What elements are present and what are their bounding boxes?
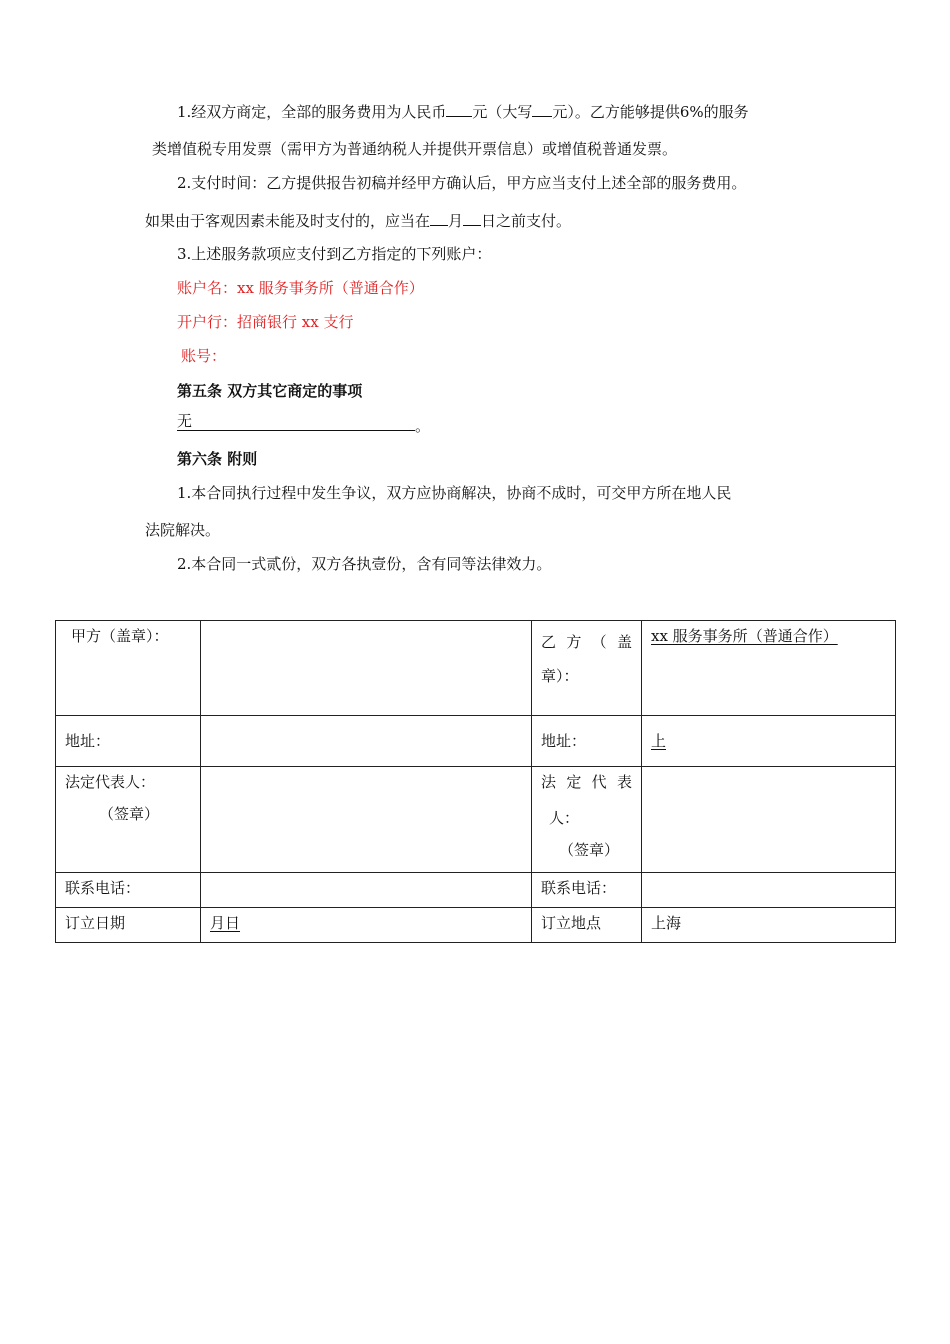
place-value: 上海 — [642, 908, 896, 943]
clause-fee-line2: 类增值税专用发票（需甲方为普通纳税人并提供开票信息）或增值税普通发票。 — [152, 140, 678, 158]
table-row — [56, 873, 896, 908]
phone-a-label: 联系电话： — [56, 873, 201, 908]
address-a-label: 地址： — [56, 716, 201, 767]
legal-rep-b-value — [642, 767, 896, 873]
article6-p2: 2.本合同一式贰份，双方各执壹份，含有同等法律效力。 — [177, 555, 552, 573]
party-b-label-cell: 乙 方 （ 盖 章）： — [532, 621, 642, 716]
article5-blank: 无 — [177, 414, 415, 431]
day-blank — [463, 209, 481, 226]
article6-title: 第六条 附则 — [177, 450, 258, 468]
date-value-cell: 月日 — [201, 908, 532, 943]
legal-rep-a-label-cell: 法定代表人： （签章） — [56, 767, 201, 873]
article5-title: 第五条 双方其它商定的事项 — [177, 382, 363, 400]
clause-fee-line1: 1.经双方商定，全部的服务费用为人民币 元（大写 元）。乙方能够提供6%的服务 — [177, 100, 749, 123]
clause-payment-line2: 如果由于客观因素未能及时支付的，应当在 月 日之前支付。 — [145, 209, 571, 232]
legal-rep-b-label-cell: 法 定 代 表 人： （签章） — [532, 767, 642, 873]
party-a-label-cell: 甲方（盖章）： — [56, 621, 201, 716]
table-row — [56, 767, 896, 873]
phone-b-label: 联系电话： — [532, 873, 642, 908]
address-a-value — [201, 716, 532, 767]
table-row — [56, 621, 896, 716]
legal-rep-a-value — [201, 767, 532, 873]
clause-payment-line1: 2.支付时间：乙方提供报告初稿并经甲方确认后，甲方应当支付上述全部的服务费用。 — [177, 174, 747, 192]
account-name: 账户名：xx 服务事务所（普通合作） — [177, 279, 424, 297]
amount-words-blank — [532, 100, 552, 117]
bank-name: 开户行：招商银行 xx 支行 — [177, 313, 354, 331]
clause-account-intro: 3.上述服务款项应支付到乙方指定的下列账户： — [177, 245, 492, 263]
place-label: 订立地点 — [532, 908, 642, 943]
article6-p1-line1: 1.本合同执行过程中发生争议，双方应协商解决，协商不成时，可交甲方所在地人民 — [177, 484, 732, 502]
party-b-name-cell: xx 服务事务所（普通合作） — [642, 621, 896, 716]
address-b-value-cell: 上 — [642, 716, 896, 767]
party-b-label-line1: 乙 方 （ 盖 — [541, 633, 632, 651]
phone-a-value — [201, 873, 532, 908]
month-blank — [430, 209, 448, 226]
article5-content: 无 。 — [177, 412, 431, 435]
article6-p1-line2: 法院解决。 — [145, 521, 221, 539]
phone-b-value — [642, 873, 896, 908]
account-number: 账号： — [181, 347, 227, 365]
date-label: 订立日期 — [56, 908, 201, 943]
party-a-seal-cell — [201, 621, 532, 716]
legal-rep-b-label-line1: 法 定 代 表 — [541, 773, 632, 791]
signature-table — [55, 620, 896, 943]
amount-blank — [446, 100, 472, 117]
table-row — [56, 908, 896, 943]
address-b-label: 地址： — [532, 716, 642, 767]
table-row — [56, 716, 896, 767]
